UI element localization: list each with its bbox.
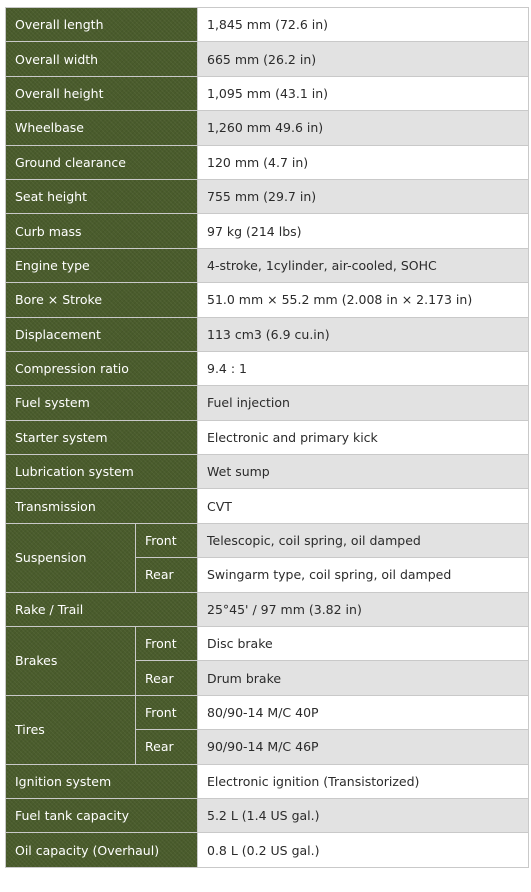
spec-label: Ignition system — [6, 764, 198, 798]
spec-label: Overall length — [6, 8, 198, 42]
spec-label: Transmission — [6, 489, 198, 523]
spec-sublabel: Front — [136, 627, 198, 661]
spec-label: Oil capacity (Overhaul) — [6, 833, 198, 867]
spec-value: 97 kg (214 lbs) — [198, 214, 529, 248]
spec-sublabel: Rear — [136, 730, 198, 764]
spec-sublabel: Front — [136, 523, 198, 557]
spec-label: Bore × Stroke — [6, 283, 198, 317]
spec-label: Tires — [6, 695, 136, 764]
spec-row-starter-system — [6, 420, 529, 454]
spec-row-suspension-front — [6, 523, 529, 557]
spec-label: Suspension — [6, 523, 136, 592]
spec-label: Overall width — [6, 42, 198, 76]
spec-row-seat-height — [6, 179, 529, 213]
spec-value: Electronic ignition (Transistorized) — [198, 764, 529, 798]
spec-row-transmission — [6, 489, 529, 523]
spec-row-ignition-system — [6, 764, 529, 798]
spec-value: Telescopic, coil spring, oil damped — [198, 523, 529, 557]
spec-row-engine-type — [6, 248, 529, 282]
spec-label: Curb mass — [6, 214, 198, 248]
spec-row-overall-length — [6, 8, 529, 42]
spec-row-compression-ratio — [6, 351, 529, 385]
spec-label: Rake / Trail — [6, 592, 198, 626]
spec-row-oil-capacity — [6, 833, 529, 867]
spec-value: CVT — [198, 489, 529, 523]
spec-row-brakes-front — [6, 627, 529, 661]
spec-row-curb-mass — [6, 214, 529, 248]
spec-label: Brakes — [6, 627, 136, 696]
spec-value: 113 cm3 (6.9 cu.in) — [198, 317, 529, 351]
spec-label: Compression ratio — [6, 351, 198, 385]
spec-label: Wheelbase — [6, 111, 198, 145]
spec-row-lubrication-system — [6, 455, 529, 489]
spec-value: Swingarm type, coil spring, oil damped — [198, 558, 529, 592]
spec-value: 4-stroke, 1cylinder, air-cooled, SOHC — [198, 248, 529, 282]
spec-row-fuel-system — [6, 386, 529, 420]
spec-row-overall-width — [6, 42, 529, 76]
spec-label: Starter system — [6, 420, 198, 454]
spec-value: 9.4 : 1 — [198, 351, 529, 385]
spec-sublabel: Front — [136, 695, 198, 729]
spec-row-overall-height — [6, 76, 529, 110]
spec-sublabel: Rear — [136, 661, 198, 695]
spec-value: 1,845 mm (72.6 in) — [198, 8, 529, 42]
spec-sublabel: Rear — [136, 558, 198, 592]
spec-label: Engine type — [6, 248, 198, 282]
spec-value: 120 mm (4.7 in) — [198, 145, 529, 179]
spec-value: 25°45' / 97 mm (3.82 in) — [198, 592, 529, 626]
spec-row-displacement — [6, 317, 529, 351]
spec-row-wheelbase — [6, 111, 529, 145]
spec-label: Displacement — [6, 317, 198, 351]
spec-value: Wet sump — [198, 455, 529, 489]
spec-value: 1,260 mm 49.6 in) — [198, 111, 529, 145]
spec-value: Disc brake — [198, 627, 529, 661]
spec-label: Ground clearance — [6, 145, 198, 179]
spec-label: Fuel tank capacity — [6, 798, 198, 832]
spec-value: 0.8 L (0.2 US gal.) — [198, 833, 529, 867]
spec-label: Overall height — [6, 76, 198, 110]
spec-value: Fuel injection — [198, 386, 529, 420]
spec-value: 5.2 L (1.4 US gal.) — [198, 798, 529, 832]
spec-row-ground-clearance — [6, 145, 529, 179]
spec-label: Lubrication system — [6, 455, 198, 489]
spec-value: 80/90-14 M/C 40P — [198, 695, 529, 729]
spec-row-fuel-tank-capacity — [6, 798, 529, 832]
spec-value: Electronic and primary kick — [198, 420, 529, 454]
spec-value: 665 mm (26.2 in) — [198, 42, 529, 76]
spec-value: 1,095 mm (43.1 in) — [198, 76, 529, 110]
spec-label: Seat height — [6, 179, 198, 213]
spec-value: 90/90-14 M/C 46P — [198, 730, 529, 764]
spec-table — [5, 7, 529, 868]
spec-label: Fuel system — [6, 386, 198, 420]
spec-value: 51.0 mm × 55.2 mm (2.008 in × 2.173 in) — [198, 283, 529, 317]
spec-value: Drum brake — [198, 661, 529, 695]
spec-row-bore-stroke — [6, 283, 529, 317]
spec-row-rake-trail — [6, 592, 529, 626]
spec-value: 755 mm (29.7 in) — [198, 179, 529, 213]
spec-row-tires-front — [6, 695, 529, 729]
